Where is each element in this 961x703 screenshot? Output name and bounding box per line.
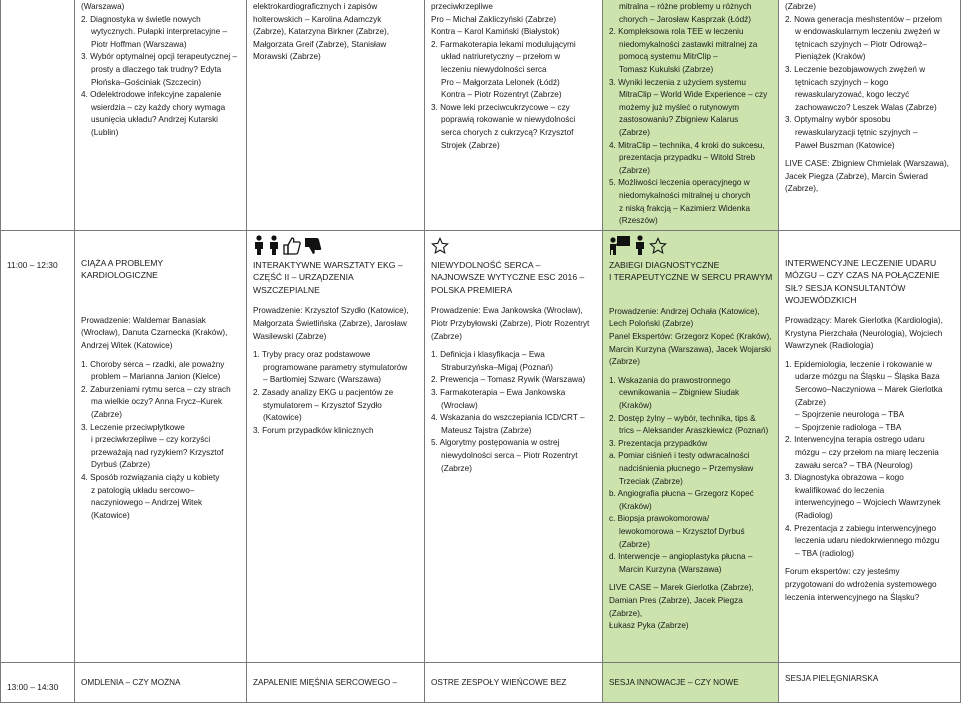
session-lead: Panel Ekspertów: Grzegorz Kopeć (Kraków), [609,332,772,342]
table-row-top [1,0,961,230]
agenda-item: trics – Aleksander Araszkiewicz (Poznań) [619,426,769,436]
text-line: (Zabrze), [785,184,819,194]
person-icon [634,235,646,255]
agenda-item: 2. Prewencja – Tomasz Rywik (Warszawa) [431,375,586,385]
text-line: poprawią rokowanie w niewydolności [441,115,576,125]
agenda-item: (Katowice) [263,413,302,423]
text-line: tętnicach szyjnych – Piotr Odrowąż– [795,39,927,49]
agenda-item: problem – Marianna Janion (Kielce) [91,372,221,382]
session-title: INTERWENCYJNE LECZENIE UDARU [785,257,937,268]
live-case: Łukasz Pyka (Zabrze) [609,621,689,631]
session-cell [425,662,603,702]
live-case: Damian Pres (Zabrze), Jacek Piegza (Zabrze), [609,595,743,618]
agenda-item: nadciśnienia płucnego – Przemysław [619,464,754,473]
session-title: ZABIEGI DIAGNOSTYCZNE [609,259,720,270]
session-lead: Prowadzenie: Ewa Jankowska (Wrocław), [431,306,583,316]
text-line: prosty a dlaczego tak trudny? Edyta [91,64,222,74]
agenda-item: 3. Forum przypadków klinicznych [253,425,374,435]
agenda-item: 1. Wskazania do prawostronnego [609,375,731,385]
table-row-main [1,230,961,662]
agenda-item: 2. Dostęp żylny – wybór, technika, tips & [609,413,756,423]
session-cell [779,662,961,702]
text-line: Kontra – Piotr Rozentryt (Zabrze) [441,90,562,100]
text-line: 4. Odelektrodowe infekcyjne zapalenie [81,90,222,100]
session-lead: Prowadzący: Marek Gierlotka (Kardiologia), [785,316,943,326]
agenda-item: 4. Wskazania do wszczepiania ICD/CRT – [431,413,585,423]
time-slot: 13:00 – 14:30 [7,681,59,692]
text-line: Jacek Piegza (Zabrze), Marcin Świerad [785,171,928,181]
agenda-item: lewokomorowa – Krzysztof Dyrbuś [619,526,745,536]
text-line: 2. Diagnostyka w świetle nowych [81,14,201,24]
forum-text: leczenia interwencyjnego na Śląsku? [785,592,920,602]
text-line: w endowaskularnym leczeniu zwężeń w [795,27,940,37]
agenda-item: 1. Tryby pracy oraz podstawowe [253,350,371,360]
text-line: MitraClip – World Wide Experience – czy [619,90,768,100]
session-lead: (Zabrze) [609,357,640,367]
session-cell [75,0,247,230]
agenda-item: (Zabrze) [91,410,122,420]
agenda-item: Dyrbuś (Zabrze) [91,460,151,470]
agenda-item: 3. Farmakoterapia – Ewa Jankowska [431,388,566,398]
session-title: SIŁ? SESJA KONSULTANTÓW [785,282,906,293]
session-cell-highlighted [603,0,779,230]
text-line: (Zabrze) [619,165,650,175]
forum-text: Forum ekspertów: czy jesteśmy [785,567,900,577]
text-line: 2. Kompleksowa rola TEE w leczeniu [609,27,744,37]
text-line: mitralna – różne problemy u różnych [619,2,752,11]
text-line: rewaskularyzować, kogo leczyć [795,90,910,100]
agenda-item: mózgu – czy przełom na miarę leczenia [795,448,939,457]
session-lead: Wawrzynek (Radiologia) [785,341,874,351]
text-line: układ natriuretyczny – przełom w [441,52,561,62]
session-title: CIĄŻA A PROBLEMY KARDIOLOGICZNE [81,257,163,281]
icon-row [253,233,419,255]
session-lead: Prowadzenie: Andrzej Ochała (Katowice), [609,306,760,316]
agenda-item: kwalifikować do leczenia [795,485,885,495]
agenda-item: 2. Zasady analizy EKG u pacjentów ze [253,388,394,398]
text-line: LIVE CASE: Zbigniew Chmielak (Warszawa), [785,159,949,169]
agenda-item: (Radiolog) [795,510,833,520]
icon-row [609,233,773,255]
session-lead: Małgorzata Świetlińska (Zabrze), Jarosław [253,319,407,329]
session-cell [247,230,425,662]
agenda-item: z patologią układu sercowo– [91,485,195,495]
text-line: 3. Nowe leki przeciwcukrzycowe – czy [431,102,570,112]
text-line: niedomykalności mitralnej u chorych [619,190,751,200]
teacher-board-icon [609,235,631,255]
text-line: (Warszawa) [81,2,125,11]
text-line: Tomasz Kukulski (Zabrze) [619,64,714,74]
agenda-item: cewnikowania – Zbigniew Siudak [619,388,740,398]
agenda-item: 1. Definicja i klasyfikacja – Ewa [431,350,545,360]
text-line: 3. Leczenie bezobjawowych zwężeń w [785,64,926,74]
agenda-item: 1. Choroby serca – rzadki, ale poważny [81,359,225,369]
text-line: wsierdzia – czy każdy chory wymaga [91,102,226,112]
text-line: Kontra – Karol Kamiński (Białystok) [431,27,560,37]
text-line: prezentacja przypadku – Witold Streb [619,153,756,163]
agenda-item: 3. Prezentacja przypadków [609,438,708,448]
text-line: holterowskich – Karolina Adamczyk [253,14,382,24]
session-cell-highlighted [603,662,779,702]
session-lead: (Zabrze) [431,331,462,341]
agenda-item: niewydolności serca – Piotr Rozentryt [441,451,578,460]
text-line: (Zabrze) [785,2,816,11]
session-title: NIEWYDOLNOŚĆ SERCA – [431,259,541,270]
agenda-item: (Kraków) [619,401,652,411]
text-line: 3. Wyniki leczenia z użyciem systemu [609,77,746,87]
agenda-item: – TBA (radiolog) [795,548,855,558]
text-line: usunięcia układu? Andrzej Kutarski [91,115,218,125]
text-line: Pro – Małgorzata Lelonek (Łódź) [441,77,560,87]
agenda-item: Straburzyńska–Migaj (Poznań) [441,362,553,372]
session-title: POLSKA PREMIERA [431,284,513,295]
time-slot: 11:00 – 12:30 [7,259,58,270]
session-lead: Krystyna Pierzchała (Neurologia), Wojciech [785,328,943,338]
session-title: OMDLENIA – CZY MOŻNA [81,677,181,687]
agenda-item: – Spojrzenie neurologa – TBA [795,410,905,420]
time-cell [1,230,75,662]
text-line: Płońska–Gościniak (Szczecin) [91,77,202,87]
text-line: (Zabrze), Katarzyna Birkner (Zabrze), [253,27,390,37]
agenda-item: (Zabrze) [795,397,826,407]
text-line: elektrokardiograficznych i zapisów [253,2,378,11]
thumbs-down-icon [304,237,322,255]
agenda-item: b. Angiografia płucna – Grzegorz Kopeć [609,489,754,499]
star-icon [431,237,449,255]
text-line: 5. Możliwości leczenia operacyjnego w [609,178,750,188]
agenda-item: (Zabrze) [441,463,472,473]
agenda-item: a. Pomiar ciśnień i testy odwracalności [609,451,750,461]
session-title: MÓZGU – CZY CZAS NA POŁĄCZENIE [785,270,940,281]
agenda-item: (Zabrze) [619,539,650,549]
session-cell [75,230,247,662]
session-title: NAJNOWSZE WYTYCZNE ESC 2016 – [431,272,585,283]
text-line: możemy już myśleć o rutynowym [619,102,740,112]
session-title: CZĘŚĆ II – URZĄDZENIA [253,272,354,283]
session-lead: Andrzej Witek (Katowice) [81,341,173,351]
text-line: niedomykalności zastawki mitralnej za [619,39,758,49]
text-line: (Lublin) [91,127,119,137]
agenda-item: leczenia udaru niedokrwiennego mózgu [795,536,940,546]
text-line: przeciwkrzepliwe [431,2,493,11]
text-line: Pro – Michał Zakliczyński (Zabrze) [431,14,557,24]
agenda-item: programowane parametry stymulatorów [263,362,408,372]
agenda-item: 4. Prezentacja z zabiegu interwencyjnego [785,523,937,533]
session-lead: Marcin Kurzyna (Warszawa), Jacek Wojarski [609,344,771,354]
person-icon [268,235,280,255]
text-line: Pieniążek (Kraków) [795,52,866,62]
session-cell [425,0,603,230]
session-cell [425,230,603,662]
session-lead: Prowadzenie: Waldemar Banasiak [81,315,206,325]
agenda-item: 4. Sposób rozwiązania ciąży u kobiety [81,473,220,482]
agenda-item: Sercowo–Naczyniowa – Marek Gierlotka [795,385,943,395]
session-lead: (Wrocław), Danuta Czarnecka (Kraków), [81,328,228,338]
text-line: wytycznych. Pułapki interpretacyjne – [91,27,228,37]
session-cell [75,662,247,702]
table-row-bottom [1,662,961,702]
session-lead: Wasilewski (Zabrze) [253,331,327,341]
agenda-item: (Wrocław) [441,400,478,410]
session-title: ZAPALENIE MIĘŚNIA SERCOWEGO – [253,677,398,687]
agenda-item: interwencyjnego – Wojciech Wawrzynek [795,498,941,508]
text-line: Piotr Hoffman (Warszawa) [91,39,187,49]
session-cell [247,0,425,230]
agenda-item: 5. Algorytmy postępowania w ostrej [431,438,560,448]
text-line: chorych – Jarosław Kasprzak (Łódź) [619,14,751,24]
text-line: 3. Optymalny wybór sposobu [785,115,891,125]
text-line: rewaskularyzacji tętnic szyjnych – [795,127,918,137]
session-title: WSZCZEPIALNE [253,284,320,295]
text-line: (Zabrze) [619,127,650,137]
text-line: Strojek (Zabrze) [441,140,500,150]
session-title: SESJA PIELĘGNIARSKA [785,673,879,683]
thumbs-up-icon [283,237,301,255]
agenda-item: (Kraków) [619,501,652,511]
agenda-item: zawału serca? – TBA (Neurolog) [795,460,913,470]
live-case: LIVE CASE – Marek Gierlotka (Zabrze), [609,583,754,593]
person-icon [253,235,265,255]
agenda-item: d. Interwencje – angioplastyka płucna – [609,552,753,562]
agenda-item: 3. Leczenie przeciwpłytkowe [81,422,185,432]
agenda-item: ma wielkie oczy? Anna Frycz–Kurek [91,397,223,407]
agenda-item: – Spojrzenie radiologa – TBA [795,422,902,432]
session-title: INTERAKTYWNE WARSZTATY EKG – [253,259,403,270]
forum-text: przygotowani do wdrożenia systemowego [785,579,937,589]
text-line: pomocą systemu MitrClip – [619,52,718,62]
session-cell [779,0,961,230]
session-title: WOJEWÓDZKICH [785,295,857,306]
text-line: (Rzeszów) [619,216,658,226]
text-line: z niską frakcją – Kazimierz Widenka [619,203,751,213]
text-line: zachowawczo? Leszek Walas (Zabrze) [795,102,937,112]
session-lead: Lech Poloński (Zabrze) [609,319,694,329]
agenda-item: – Bartłomiej Szwarc (Warszawa) [263,375,381,385]
text-line: 3. Wybór optymalnej opcji terapeutycznej – [81,52,238,62]
text-line: leczeniu niewydolności serca [441,64,547,74]
agenda-item: c. Biopsja prawokomorowa/ [609,514,710,524]
agenda-item: Mateusz Tajstra (Zabrze) [441,425,532,435]
agenda-item: 1. Epidemiologia, leczenie i rokowanie w [785,359,932,369]
agenda-item: naczyniowego – Andrzej Witek (Katowice) [91,498,203,520]
text-line: zastosowaniu? Zbigniew Kalarus [619,115,739,125]
session-title: OSTRE ZESPOŁY WIEŃCOWE BEZ [431,677,567,687]
time-cell-empty [1,0,75,230]
text-line: Paweł Buszman (Katowice) [795,140,895,150]
session-title: I TERAPEUTYCZNE W SERCU PRAWYM [609,272,773,283]
session-title: SESJA INNOWACJE – CZY NOWE [609,677,739,687]
session-cell-highlighted [603,230,779,662]
text-line: Małgorzata Greif (Zabrze), Stanisław [253,39,387,49]
session-cell [247,662,425,702]
agenda-item: 2. Zaburzeniami rytmu serca – czy strach [81,384,231,394]
agenda-item: stymulatorem – Krzysztof Szydło [263,400,382,410]
agenda-item: Marcin Kurzyna (Warszawa) [619,564,722,574]
text-line: 2. Farmakoterapia lekami modulującymi [431,39,576,49]
agenda-item: udarze mózgu na Śląsku – Śląska Baza [795,372,940,382]
text-line: tętnicach szyjnych – kogo [795,77,889,87]
agenda-item: przeważają nad ryzykiem? Krzysztof [91,447,224,457]
session-lead: Piotr Przybyłowski (Zabrze), Piotr Rozentryt [431,319,590,329]
agenda-item: 3. Diagnostyka obrazowa – kogo [785,473,904,483]
star-icon [649,237,667,255]
text-line: serca chorych z cukrzycą? Krzysztof [441,127,574,137]
text-line: 2. Nowa generacja meshstentów – przełom [785,14,943,24]
agenda-item: i przeciwkrzepliwe – czy korzyści [91,435,211,445]
agenda-item: 2. Interwencyjna terapia ostrego udaru [785,435,925,445]
session-lead: Prowadzenie: Krzysztof Szydło (Katowice), [253,306,409,316]
time-cell [1,662,75,702]
text-line: 4. MitraClip – technika, 4 kroki do sukcesu, [609,140,765,150]
icon-row [431,233,597,255]
agenda-item: Trzeciak (Zabrze) [619,476,683,486]
text-line: Morawski (Zabrze) [253,52,321,62]
session-cell [779,230,961,662]
